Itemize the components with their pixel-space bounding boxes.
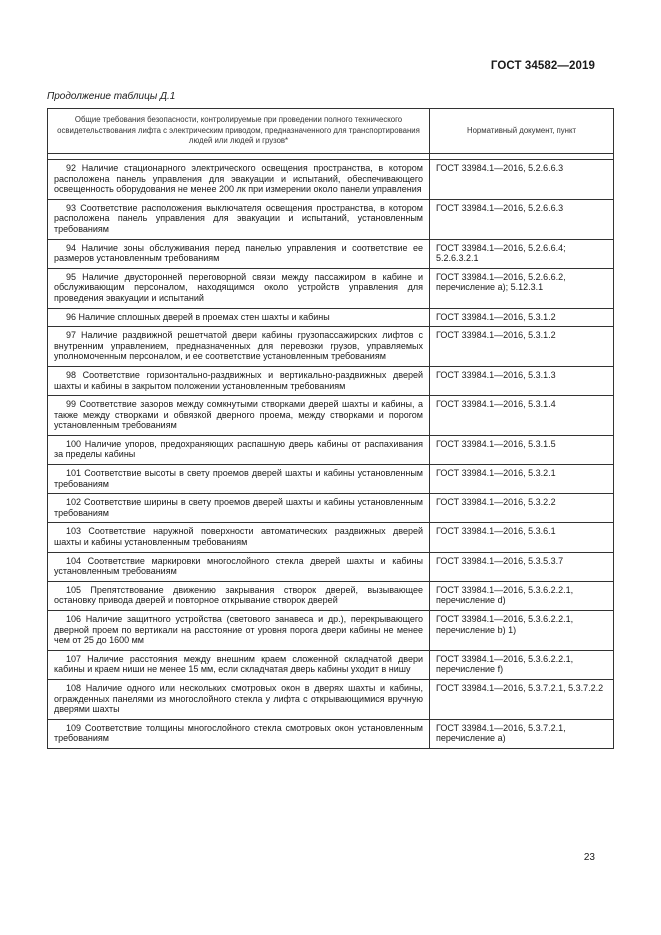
requirements-table: [47, 108, 614, 749]
normative-document-cell: ГОСТ 33984.1—2016, 5.3.6.2.2.1, перечисление d): [430, 581, 614, 610]
requirement-cell: 92 Наличие стационарного электрического освещения пространства, в котором расположена панель управления для эвакуации и испытаний, обеспечивающего освещенность оборудования не менее 200 лк при измерении около панели управления: [48, 160, 430, 200]
requirement-cell: 107 Наличие расстояния между внешним краем сложенной складчатой двери кабины и краем ниши не менее 15 мм, если складчатая дверь кабины уходит в нишу: [48, 650, 430, 679]
column-header-normative-document: Нормативный документ, пункт: [430, 109, 614, 154]
normative-document-cell: ГОСТ 33984.1—2016, 5.3.2.2: [430, 494, 614, 523]
normative-document-cell: ГОСТ 33984.1—2016, 5.3.1.3: [430, 366, 614, 395]
requirement-cell: 108 Наличие одного или нескольких смотровых окон в дверях шахты и кабины, огражденных панелями из многослойного стекла у лифта с открывающимися вручную дверями шахты: [48, 679, 430, 719]
requirement-cell: 109 Соответствие толщины многослойного стекла смотровых окон установленным требованиям: [48, 719, 430, 748]
requirement-cell: 104 Соответствие маркировки многослойного стекла дверей шахты и кабины установленным требованиям: [48, 552, 430, 581]
normative-document-cell: ГОСТ 33984.1—2016, 5.2.6.6.3: [430, 199, 614, 239]
normative-document-cell: ГОСТ 33984.1—2016, 5.2.6.6.4; 5.2.6.3.2.1: [430, 239, 614, 268]
requirement-cell: 95 Наличие двусторонней переговорной связи между пассажиром в кабине и обслуживающим персоналом, находящимся около устройств управления для проведения эвакуации и испытаний: [48, 268, 430, 308]
table-row: [48, 523, 614, 552]
table-caption: Продолжение таблицы Д.1: [47, 91, 176, 102]
normative-document-cell: ГОСТ 33984.1—2016, 5.3.1.4: [430, 396, 614, 436]
table-row: [48, 239, 614, 268]
column-header-requirements: Общие требования безопасности, контролируемые при проведении полного технического освидетельствования лифта с электрическим приводом, предназначенного для транспортирования людей или людей и грузов*: [48, 109, 430, 154]
requirement-cell: 94 Наличие зоны обслуживания перед панелью управления и соответствие ее размеров установленным требованиям: [48, 239, 430, 268]
table-row: [48, 396, 614, 436]
table-row: [48, 650, 614, 679]
requirement-cell: 96 Наличие сплошных дверей в проемах стен шахты и кабины: [48, 308, 430, 327]
table-row: [48, 199, 614, 239]
requirement-cell: 102 Соответствие ширины в свету проемов дверей шахты и кабины установленным требованиям: [48, 494, 430, 523]
normative-document-cell: ГОСТ 33984.1—2016, 5.3.7.2.1, 5.3.7.2.2: [430, 679, 614, 719]
normative-document-cell: ГОСТ 33984.1—2016, 5.3.6.2.2.1, перечисление b) 1): [430, 611, 614, 651]
requirement-cell: 100 Наличие упоров, предохраняющих распашную дверь кабины от распахивания за пределы кабины: [48, 435, 430, 464]
normative-document-cell: ГОСТ 33984.1—2016, 5.3.1.2: [430, 327, 614, 367]
table-row: [48, 552, 614, 581]
table-row: [48, 327, 614, 367]
document-code: ГОСТ 34582—2019: [490, 60, 595, 72]
table-row: [48, 494, 614, 523]
table-row: [48, 435, 614, 464]
requirement-cell: 103 Соответствие наружной поверхности автоматических раздвижных дверей шахты и кабины установленным требованиям: [48, 523, 430, 552]
requirement-cell: 105 Препятствование движению закрывания створок дверей, вызывающее остановку привода дверей и повторное открывание створок дверей: [48, 581, 430, 610]
normative-document-cell: ГОСТ 33984.1—2016, 5.2.6.6.3: [430, 160, 614, 200]
normative-document-cell: ГОСТ 33984.1—2016, 5.3.2.1: [430, 465, 614, 494]
normative-document-cell: ГОСТ 33984.1—2016, 5.2.6.6.2, перечисление а); 5.12.3.1: [430, 268, 614, 308]
requirement-cell: 101 Соответствие высоты в свету проемов дверей шахты и кабины установленным требованиям: [48, 465, 430, 494]
table-row: [48, 581, 614, 610]
table-row: [48, 611, 614, 651]
normative-document-cell: ГОСТ 33984.1—2016, 5.3.5.3.7: [430, 552, 614, 581]
table-row: [48, 268, 614, 308]
normative-document-cell: ГОСТ 33984.1—2016, 5.3.7.2.1, перечисление а): [430, 719, 614, 748]
requirement-cell: 97 Наличие раздвижной решетчатой двери кабины грузопассажирских лифтов с внутренним управлением, предназначенных для перевозки грузов, управляемых уполномоченным персоналом, и ее соответствие установленным требованиям: [48, 327, 430, 367]
normative-document-cell: ГОСТ 33984.1—2016, 5.3.1.5: [430, 435, 614, 464]
requirement-cell: 93 Соответствие расположения выключателя освещения пространства, в котором расположена панель управления для эвакуации и испытаний, установленным требованиям: [48, 199, 430, 239]
normative-document-cell: ГОСТ 33984.1—2016, 5.3.6.1: [430, 523, 614, 552]
table-row: [48, 160, 614, 200]
table-row: [48, 366, 614, 395]
requirement-cell: 106 Наличие защитного устройства (светового занавеса и др.), перекрывающего дверной проем по вертикали на расстояние от уровня порога двери кабины не менее чем от 25 до 1600 мм: [48, 611, 430, 651]
table-row: [48, 465, 614, 494]
table-row: [48, 719, 614, 748]
normative-document-cell: ГОСТ 33984.1—2016, 5.3.6.2.2.1, перечисление f): [430, 650, 614, 679]
requirement-cell: 98 Соответствие горизонтально-раздвижных и вертикально-раздвижных дверей шахты и кабины в закрытом положении установленным требованиям: [48, 366, 430, 395]
page-number: 23: [583, 852, 595, 863]
table-row: [48, 679, 614, 719]
requirement-cell: 99 Соответствие зазоров между сомкнутыми створками дверей шахты и кабины, а также между створками и обвязкой дверного проема, между створками и порогом установленным требованиям: [48, 396, 430, 436]
table-header-row: [48, 109, 614, 154]
table-row: [48, 308, 614, 327]
normative-document-cell: ГОСТ 33984.1—2016, 5.3.1.2: [430, 308, 614, 327]
